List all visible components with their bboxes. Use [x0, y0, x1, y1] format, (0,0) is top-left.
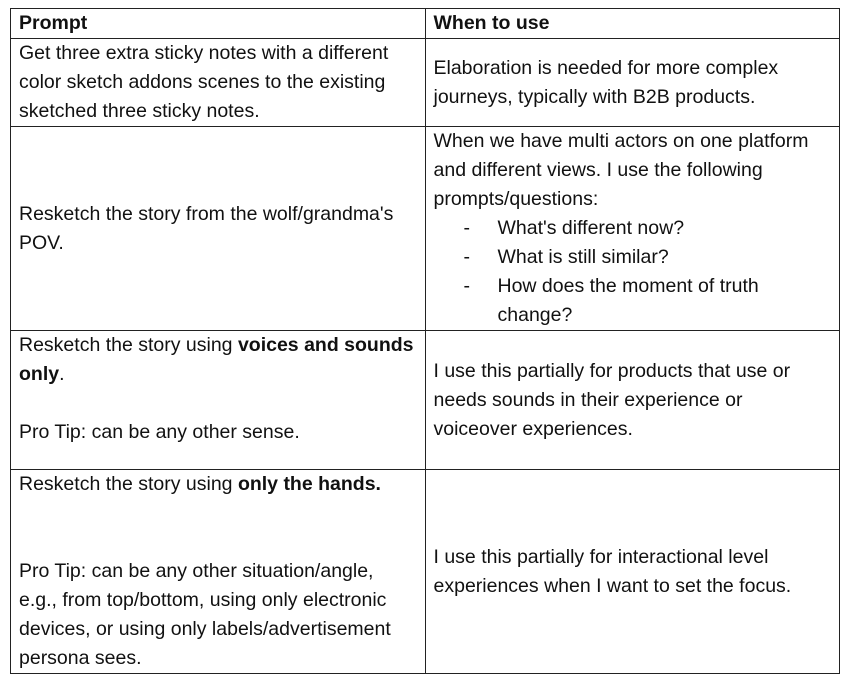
when-cell: Elaboration is needed for more complex journeys, typically with B2B products. [425, 39, 840, 127]
pro-tip: Pro Tip: can be any other sense. [19, 421, 300, 443]
prompt-cell: Get three extra sticky notes with a different color sketch addons scenes to the existing sketched three sticky notes. [11, 39, 426, 127]
when-intro: When we have multi actors on one platform and different views. I use the following prompts/questions: [433, 130, 809, 210]
table-row [11, 39, 840, 127]
header-when-to-use: When to use [425, 9, 840, 39]
prompt-text [19, 470, 417, 499]
header-row [11, 9, 840, 39]
prompt-text-bold: voices and sounds only [19, 334, 414, 385]
list-item: - What is still similar? [456, 243, 832, 272]
prompt-cell [11, 470, 426, 674]
table-row [11, 470, 840, 674]
prompt-text-pre: Resketch the story using [19, 473, 238, 495]
prompt-cell [11, 331, 426, 470]
list-item: - How does the moment of truth change? [456, 272, 832, 330]
pro-tip: Pro Tip: can be any other situation/angle, e.g., from top/bottom, using only electronic devices, or using only labels/advertisement persona sees. [19, 560, 391, 669]
prompt-cell: Resketch the story from the wolf/grandma's POV. [11, 127, 426, 331]
prompt-text [19, 331, 417, 389]
prompt-text-pre: Resketch the story using [19, 334, 238, 356]
table-row [11, 331, 840, 470]
when-cell: I use this partially for interactional level experiences when I want to set the focus. [425, 470, 840, 674]
prompt-text-bold: only the hands. [237, 473, 381, 495]
header-prompt: Prompt [11, 9, 426, 39]
list-item: - What's different now? [456, 214, 832, 243]
prompt-table [10, 8, 840, 674]
when-cell: I use this partially for products that use or needs sounds in their experience or voiceover experiences. [425, 331, 840, 470]
prompt-text-post: . [59, 363, 65, 385]
when-cell [425, 127, 840, 331]
table-row [11, 127, 840, 331]
question-list [434, 214, 832, 330]
